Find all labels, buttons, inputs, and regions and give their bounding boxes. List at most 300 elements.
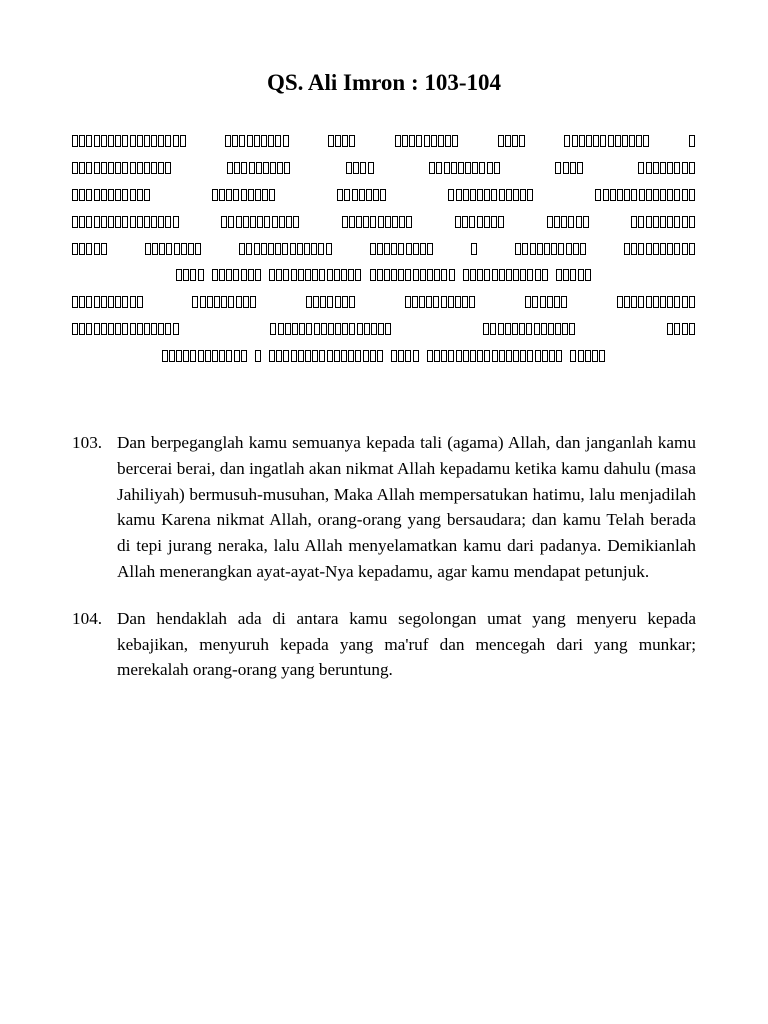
missing-glyph-box bbox=[498, 135, 504, 147]
missing-glyph-box bbox=[578, 269, 584, 281]
missing-glyph-box bbox=[583, 216, 589, 228]
missing-glyph-box bbox=[108, 296, 114, 308]
missing-glyph-box bbox=[144, 189, 150, 201]
missing-glyph-box bbox=[525, 296, 531, 308]
missing-glyph-box bbox=[299, 323, 305, 335]
missing-glyph-box bbox=[484, 269, 490, 281]
missing-glyph-box bbox=[283, 269, 289, 281]
missing-glyph-box bbox=[631, 296, 637, 308]
missing-glyph-box bbox=[335, 323, 341, 335]
missing-glyph-box bbox=[305, 269, 311, 281]
missing-glyph-box bbox=[86, 189, 92, 201]
missing-glyph-box bbox=[472, 162, 478, 174]
missing-glyph-box bbox=[426, 296, 432, 308]
arabic-word bbox=[370, 243, 435, 255]
missing-glyph-box bbox=[689, 135, 695, 147]
missing-glyph-box bbox=[359, 189, 365, 201]
missing-glyph-box bbox=[275, 243, 281, 255]
missing-glyph-box bbox=[579, 135, 585, 147]
missing-glyph-box bbox=[241, 162, 247, 174]
missing-glyph-box bbox=[243, 216, 249, 228]
missing-glyph-box bbox=[449, 269, 455, 281]
missing-glyph-box bbox=[334, 269, 340, 281]
missing-glyph-box bbox=[547, 216, 553, 228]
arabic-word bbox=[515, 243, 587, 255]
missing-glyph-box bbox=[391, 350, 397, 362]
missing-glyph-box bbox=[355, 269, 361, 281]
missing-glyph-box bbox=[72, 162, 78, 174]
missing-glyph-box bbox=[631, 189, 637, 201]
missing-glyph-box bbox=[660, 216, 666, 228]
missing-glyph-box bbox=[513, 189, 519, 201]
missing-glyph-box bbox=[173, 323, 179, 335]
verse-104 bbox=[72, 606, 696, 683]
missing-glyph-box bbox=[79, 189, 85, 201]
missing-glyph-box bbox=[101, 243, 107, 255]
missing-glyph-box bbox=[667, 216, 673, 228]
missing-glyph-box bbox=[537, 243, 543, 255]
missing-glyph-box bbox=[629, 135, 635, 147]
missing-glyph-box bbox=[108, 189, 114, 201]
missing-glyph-box bbox=[395, 135, 401, 147]
missing-glyph-box bbox=[236, 296, 242, 308]
missing-glyph-box bbox=[519, 135, 525, 147]
missing-glyph-box bbox=[328, 135, 334, 147]
missing-glyph-box bbox=[158, 323, 164, 335]
arabic-line bbox=[72, 316, 696, 343]
arabic-line bbox=[72, 342, 696, 369]
missing-glyph-box bbox=[183, 269, 189, 281]
missing-glyph-box bbox=[377, 269, 383, 281]
missing-glyph-box bbox=[370, 269, 376, 281]
missing-glyph-box bbox=[137, 189, 143, 201]
missing-glyph-box bbox=[448, 296, 454, 308]
arabic-word bbox=[342, 216, 414, 228]
missing-glyph-box bbox=[377, 350, 383, 362]
missing-glyph-box bbox=[413, 243, 419, 255]
missing-glyph-box bbox=[416, 135, 422, 147]
missing-glyph-box bbox=[438, 135, 444, 147]
missing-glyph-box bbox=[254, 135, 260, 147]
missing-glyph-box bbox=[573, 243, 579, 255]
missing-glyph-box bbox=[337, 189, 343, 201]
missing-glyph-box bbox=[101, 162, 107, 174]
missing-glyph-box bbox=[469, 296, 475, 308]
missing-glyph-box bbox=[355, 350, 361, 362]
missing-glyph-box bbox=[484, 216, 490, 228]
missing-glyph-box bbox=[101, 323, 107, 335]
translation-list bbox=[72, 430, 696, 704]
verse-number: 104. bbox=[72, 608, 103, 628]
missing-glyph-box bbox=[549, 350, 555, 362]
missing-glyph-box bbox=[79, 243, 85, 255]
arabic-word bbox=[269, 269, 362, 281]
missing-glyph-box bbox=[130, 135, 136, 147]
missing-glyph-box bbox=[200, 296, 206, 308]
missing-glyph-box bbox=[311, 243, 317, 255]
missing-glyph-box bbox=[653, 216, 659, 228]
missing-glyph-box bbox=[429, 162, 435, 174]
missing-glyph-box bbox=[564, 135, 570, 147]
missing-glyph-box bbox=[144, 216, 150, 228]
missing-glyph-box bbox=[357, 323, 363, 335]
missing-glyph-box bbox=[477, 269, 483, 281]
missing-glyph-box bbox=[122, 296, 128, 308]
arabic-word bbox=[555, 162, 584, 174]
missing-glyph-box bbox=[130, 216, 136, 228]
missing-glyph-box bbox=[137, 323, 143, 335]
missing-glyph-box bbox=[653, 162, 659, 174]
missing-glyph-box bbox=[198, 350, 204, 362]
missing-glyph-box bbox=[228, 216, 234, 228]
missing-glyph-box bbox=[532, 296, 538, 308]
missing-glyph-box bbox=[512, 323, 518, 335]
missing-glyph-box bbox=[94, 135, 100, 147]
missing-glyph-box bbox=[255, 189, 261, 201]
missing-glyph-box bbox=[335, 296, 341, 308]
missing-glyph-box bbox=[631, 216, 637, 228]
arabic-word bbox=[328, 135, 357, 147]
missing-glyph-box bbox=[228, 296, 234, 308]
missing-glyph-box bbox=[254, 243, 260, 255]
missing-glyph-box bbox=[413, 350, 419, 362]
missing-glyph-box bbox=[348, 350, 354, 362]
arabic-word bbox=[72, 296, 144, 308]
missing-glyph-box bbox=[610, 189, 616, 201]
missing-glyph-box bbox=[674, 162, 680, 174]
missing-glyph-box bbox=[682, 216, 688, 228]
missing-glyph-box bbox=[689, 296, 695, 308]
missing-glyph-box bbox=[399, 216, 405, 228]
verse-text: Dan hendaklah ada di antara kamu segolongan umat yang menyeru kepada kebajikan, menyuruh kepada yang ma'ruf dan mencegah dari yang munkar; merekalah orang-orang yang beruntung. bbox=[117, 608, 696, 680]
missing-glyph-box bbox=[465, 162, 471, 174]
missing-glyph-box bbox=[535, 269, 541, 281]
missing-glyph-box bbox=[599, 350, 605, 362]
missing-glyph-box bbox=[406, 243, 412, 255]
missing-glyph-box bbox=[276, 350, 282, 362]
missing-glyph-box bbox=[233, 269, 239, 281]
missing-glyph-box bbox=[490, 323, 496, 335]
missing-glyph-box bbox=[269, 350, 275, 362]
missing-glyph-box bbox=[219, 350, 225, 362]
missing-glyph-box bbox=[492, 350, 498, 362]
missing-glyph-box bbox=[638, 162, 644, 174]
missing-glyph-box bbox=[513, 350, 519, 362]
missing-glyph-box bbox=[241, 350, 247, 362]
missing-glyph-box bbox=[108, 135, 114, 147]
missing-glyph-box bbox=[283, 135, 289, 147]
missing-glyph-box bbox=[519, 323, 525, 335]
missing-glyph-box bbox=[275, 135, 281, 147]
missing-glyph-box bbox=[682, 296, 688, 308]
missing-glyph-box bbox=[130, 296, 136, 308]
missing-glyph-box bbox=[94, 323, 100, 335]
missing-glyph-box bbox=[385, 323, 391, 335]
missing-glyph-box bbox=[306, 296, 312, 308]
arabic-word bbox=[617, 296, 696, 308]
missing-glyph-box bbox=[689, 323, 695, 335]
missing-glyph-box bbox=[578, 350, 584, 362]
missing-glyph-box bbox=[122, 189, 128, 201]
missing-glyph-box bbox=[392, 216, 398, 228]
missing-glyph-box bbox=[356, 216, 362, 228]
missing-glyph-box bbox=[72, 323, 78, 335]
missing-glyph-box bbox=[269, 269, 275, 281]
missing-glyph-box bbox=[270, 162, 276, 174]
arabic-word bbox=[570, 350, 606, 362]
missing-glyph-box bbox=[233, 189, 239, 201]
missing-glyph-box bbox=[101, 189, 107, 201]
missing-glyph-box bbox=[624, 243, 630, 255]
missing-glyph-box bbox=[368, 162, 374, 174]
missing-glyph-box bbox=[505, 135, 511, 147]
missing-glyph-box bbox=[79, 162, 85, 174]
missing-glyph-box bbox=[622, 135, 628, 147]
arabic-word bbox=[624, 243, 696, 255]
arabic-word bbox=[427, 350, 564, 362]
arabic-word bbox=[72, 189, 151, 201]
missing-glyph-box bbox=[513, 269, 519, 281]
missing-glyph-box bbox=[638, 216, 644, 228]
arabic-word bbox=[270, 323, 392, 335]
missing-glyph-box bbox=[477, 350, 483, 362]
missing-glyph-box bbox=[646, 243, 652, 255]
missing-glyph-box bbox=[305, 350, 311, 362]
missing-glyph-box bbox=[484, 350, 490, 362]
arabic-word bbox=[221, 216, 300, 228]
missing-glyph-box bbox=[660, 189, 666, 201]
missing-glyph-box bbox=[342, 216, 348, 228]
missing-glyph-box bbox=[469, 216, 475, 228]
missing-glyph-box bbox=[276, 269, 282, 281]
missing-glyph-box bbox=[341, 269, 347, 281]
missing-glyph-box bbox=[398, 269, 404, 281]
missing-glyph-box bbox=[115, 216, 121, 228]
missing-glyph-box bbox=[312, 269, 318, 281]
arabic-word bbox=[429, 162, 501, 174]
missing-glyph-box bbox=[327, 350, 333, 362]
missing-glyph-box bbox=[570, 269, 576, 281]
missing-glyph-box bbox=[660, 162, 666, 174]
missing-glyph-box bbox=[72, 189, 78, 201]
missing-glyph-box bbox=[595, 189, 601, 201]
missing-glyph-box bbox=[94, 216, 100, 228]
missing-glyph-box bbox=[566, 243, 572, 255]
missing-glyph-box bbox=[484, 189, 490, 201]
missing-glyph-box bbox=[79, 323, 85, 335]
missing-glyph-box bbox=[674, 216, 680, 228]
missing-glyph-box bbox=[226, 189, 232, 201]
missing-glyph-box bbox=[214, 296, 220, 308]
missing-glyph-box bbox=[165, 135, 171, 147]
missing-glyph-box bbox=[444, 162, 450, 174]
missing-glyph-box bbox=[349, 296, 355, 308]
missing-glyph-box bbox=[207, 296, 213, 308]
missing-glyph-box bbox=[72, 296, 78, 308]
missing-glyph-box bbox=[483, 323, 489, 335]
missing-glyph-box bbox=[115, 323, 121, 335]
missing-glyph-box bbox=[471, 243, 477, 255]
missing-glyph-box bbox=[682, 189, 688, 201]
missing-glyph-box bbox=[219, 269, 225, 281]
missing-glyph-box bbox=[144, 135, 150, 147]
missing-glyph-box bbox=[278, 323, 284, 335]
missing-glyph-box bbox=[420, 269, 426, 281]
missing-glyph-box bbox=[268, 135, 274, 147]
missing-glyph-box bbox=[272, 216, 278, 228]
missing-glyph-box bbox=[79, 135, 85, 147]
missing-glyph-box bbox=[349, 216, 355, 228]
missing-glyph-box bbox=[285, 323, 291, 335]
missing-glyph-box bbox=[470, 269, 476, 281]
missing-glyph-box bbox=[515, 243, 521, 255]
missing-glyph-box bbox=[86, 323, 92, 335]
missing-glyph-box bbox=[492, 269, 498, 281]
missing-glyph-box bbox=[470, 350, 476, 362]
missing-glyph-box bbox=[541, 323, 547, 335]
missing-glyph-box bbox=[226, 350, 232, 362]
missing-glyph-box bbox=[463, 189, 469, 201]
missing-glyph-box bbox=[328, 323, 334, 335]
arabic-word bbox=[483, 323, 576, 335]
missing-glyph-box bbox=[247, 135, 253, 147]
missing-glyph-box bbox=[458, 162, 464, 174]
missing-glyph-box bbox=[530, 243, 536, 255]
arabic-word bbox=[498, 135, 527, 147]
missing-glyph-box bbox=[674, 243, 680, 255]
missing-glyph-box bbox=[284, 162, 290, 174]
missing-glyph-box bbox=[241, 269, 247, 281]
missing-glyph-box bbox=[385, 216, 391, 228]
missing-glyph-box bbox=[499, 350, 505, 362]
missing-glyph-box bbox=[615, 135, 621, 147]
missing-glyph-box bbox=[617, 296, 623, 308]
missing-glyph-box bbox=[256, 162, 262, 174]
missing-glyph-box bbox=[646, 189, 652, 201]
missing-glyph-box bbox=[130, 162, 136, 174]
missing-glyph-box bbox=[548, 323, 554, 335]
missing-glyph-box bbox=[101, 296, 107, 308]
arabic-word bbox=[212, 189, 277, 201]
missing-glyph-box bbox=[624, 296, 630, 308]
missing-glyph-box bbox=[241, 189, 247, 201]
missing-glyph-box bbox=[169, 350, 175, 362]
missing-glyph-box bbox=[279, 216, 285, 228]
missing-glyph-box bbox=[498, 216, 504, 228]
missing-glyph-box bbox=[312, 350, 318, 362]
missing-glyph-box bbox=[152, 243, 158, 255]
missing-glyph-box bbox=[366, 189, 372, 201]
missing-glyph-box bbox=[436, 162, 442, 174]
missing-glyph-box bbox=[360, 162, 366, 174]
arabic-word bbox=[212, 269, 262, 281]
missing-glyph-box bbox=[406, 216, 412, 228]
missing-glyph-box bbox=[561, 216, 567, 228]
missing-glyph-box bbox=[463, 269, 469, 281]
missing-glyph-box bbox=[556, 350, 562, 362]
missing-glyph-box bbox=[558, 243, 564, 255]
missing-glyph-box bbox=[445, 135, 451, 147]
missing-glyph-box bbox=[277, 162, 283, 174]
missing-glyph-box bbox=[212, 189, 218, 201]
missing-glyph-box bbox=[555, 323, 561, 335]
page-title: QS. Ali Imron : 103-104 bbox=[266, 70, 502, 95]
verse-number: 103. bbox=[72, 433, 103, 452]
arabic-word bbox=[72, 323, 180, 335]
missing-glyph-box bbox=[434, 269, 440, 281]
missing-glyph-box bbox=[402, 135, 408, 147]
missing-glyph-box bbox=[94, 296, 100, 308]
missing-glyph-box bbox=[682, 323, 688, 335]
missing-glyph-box bbox=[431, 135, 437, 147]
missing-glyph-box bbox=[326, 243, 332, 255]
missing-glyph-box bbox=[638, 243, 644, 255]
missing-glyph-box bbox=[667, 323, 673, 335]
missing-glyph-box bbox=[165, 162, 171, 174]
arabic-word bbox=[448, 189, 534, 201]
missing-glyph-box bbox=[144, 323, 150, 335]
missing-glyph-box bbox=[318, 243, 324, 255]
arabic-word bbox=[689, 135, 696, 147]
missing-glyph-box bbox=[212, 269, 218, 281]
missing-glyph-box bbox=[638, 296, 644, 308]
missing-glyph-box bbox=[576, 216, 582, 228]
missing-glyph-box bbox=[165, 216, 171, 228]
missing-glyph-box bbox=[363, 216, 369, 228]
missing-glyph-box bbox=[165, 323, 171, 335]
missing-glyph-box bbox=[455, 216, 461, 228]
arabic-line bbox=[72, 235, 696, 262]
missing-glyph-box bbox=[569, 323, 575, 335]
missing-glyph-box bbox=[94, 243, 100, 255]
missing-glyph-box bbox=[248, 269, 254, 281]
verse-text: Dan berpeganglah kamu semuanya kepada tali (agama) Allah, dan janganlah kamu bercerai berai, dan ingatlah akan nikmat Allah kepadamu ketika kamu dahulu (masa Jahiliyah) bermusuh-musuhan, Maka Allah mempersatukan hatimu, lalu menjadilah kamu Karena nikmat Allah, orang-orang yang bersaudara; dan kamu Telah berada di tepi jurang neraka, lalu Allah menyelamatkan kamu dari padanya. Demikianlah Allah menerangkan ayat-ayat-Nya kepadamu, agar kamu mendapat petunjuk. bbox=[117, 433, 696, 581]
missing-glyph-box bbox=[86, 135, 92, 147]
missing-glyph-box bbox=[370, 216, 376, 228]
missing-glyph-box bbox=[239, 135, 245, 147]
missing-glyph-box bbox=[115, 162, 121, 174]
missing-glyph-box bbox=[568, 216, 574, 228]
missing-glyph-box bbox=[419, 296, 425, 308]
missing-glyph-box bbox=[405, 350, 411, 362]
missing-glyph-box bbox=[94, 162, 100, 174]
missing-glyph-box bbox=[586, 135, 592, 147]
arabic-word bbox=[631, 216, 696, 228]
missing-glyph-box bbox=[378, 216, 384, 228]
missing-glyph-box bbox=[617, 189, 623, 201]
missing-glyph-box bbox=[188, 243, 194, 255]
missing-glyph-box bbox=[527, 350, 533, 362]
missing-glyph-box bbox=[270, 323, 276, 335]
arabic-word bbox=[395, 135, 460, 147]
missing-glyph-box bbox=[547, 296, 553, 308]
missing-glyph-box bbox=[297, 243, 303, 255]
missing-glyph-box bbox=[122, 135, 128, 147]
missing-glyph-box bbox=[555, 162, 561, 174]
missing-glyph-box bbox=[86, 162, 92, 174]
arabic-word bbox=[255, 350, 262, 362]
missing-glyph-box bbox=[292, 323, 298, 335]
missing-glyph-box bbox=[505, 323, 511, 335]
arabic-word bbox=[72, 216, 180, 228]
missing-glyph-box bbox=[349, 323, 355, 335]
arabic-line bbox=[72, 208, 696, 235]
missing-glyph-box bbox=[448, 189, 454, 201]
arabic-line bbox=[72, 155, 696, 182]
missing-glyph-box bbox=[639, 189, 645, 201]
missing-glyph-box bbox=[520, 350, 526, 362]
missing-glyph-box bbox=[391, 269, 397, 281]
